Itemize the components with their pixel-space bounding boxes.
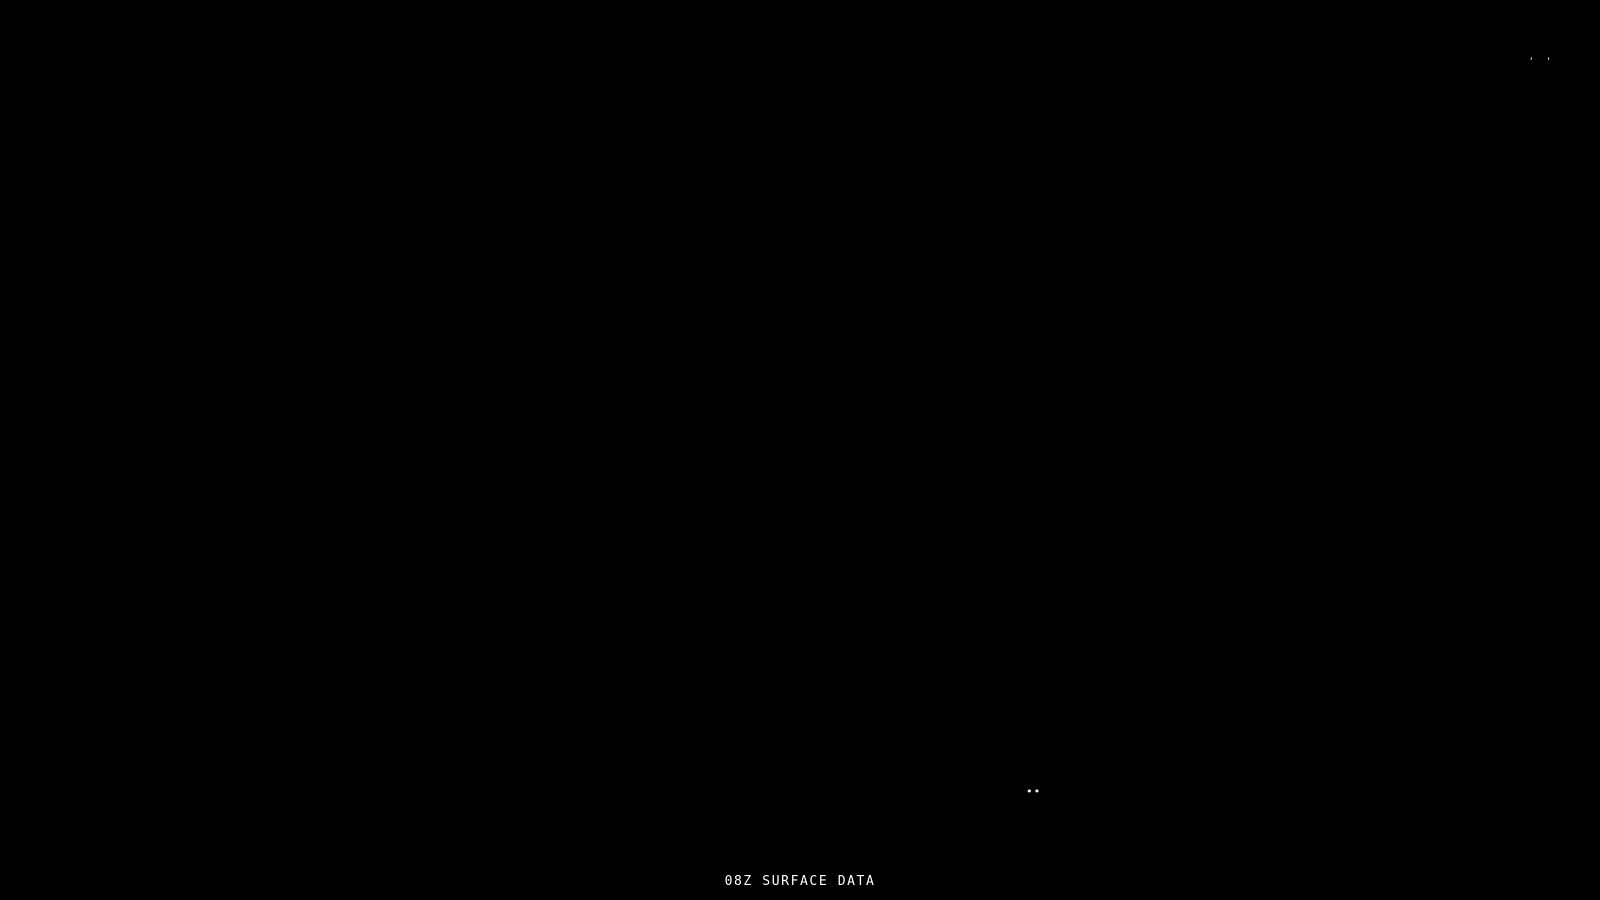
upper-right-tick-marks-icon: ʹ ʹ — [1528, 56, 1554, 69]
center-dot-marks-icon: •• — [1026, 785, 1042, 798]
display-caption: 08Z SURFACE DATA — [724, 874, 876, 889]
